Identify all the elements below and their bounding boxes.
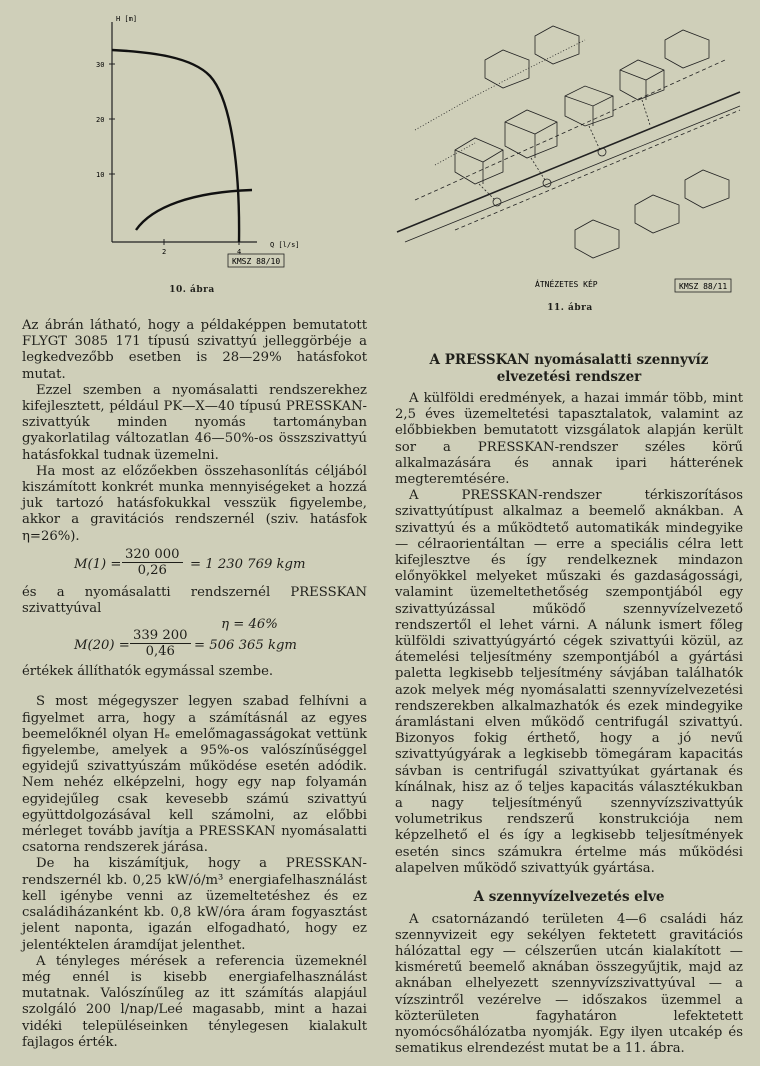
formula-1-denominator: 0,26	[137, 562, 167, 578]
figure-11-title: ÁTNÉZETES KÉP	[535, 280, 598, 289]
formula-1-lhs: M(1) =	[74, 556, 122, 572]
formula-1-numerator: 320 000	[122, 547, 183, 563]
paragraph: A csatornázandó területen 4—6 családi ház szennyvizeit egy sekélyen fektetett gravitációs hálózattal egy — célszerűen utcán kialakított — kisméretű beemelő aknában összegyűjtik, majd az aknában elhelyezett szennyvízszivattyúval — a vízszintről vezérelve — időszakos üzemmel a közterületen fagyhatáron lefektetett nyomócsőhálózatba nyomják. Egy ilyen utcakép és sematikus elrendezést mutat be a 11. ábra.	[395, 911, 743, 1057]
paragraph: Az ábrán látható, hogy a példaképpen bemutatott FLYGT 3085 171 típusú szivattyú jelleggörbéje a legkedvezőbb esetben is 28—29% hatásfokot mutat.	[22, 318, 367, 382]
pressure-main-line	[397, 92, 740, 232]
formula-1	[22, 545, 367, 585]
section-heading: A PRESSKAN nyomásalatti szennyvíz elvezetési rendszer	[429, 352, 709, 385]
paragraph: S most mégegyszer legyen szabad felhívni a figyelmet arra, hogy a számításnál az egyes beemelőknél olyan Hₑ emelőmagasságokat vettünk figyelembe, amelyek a 95%-os valószínűséggel egyidejű szivattyúszám működése esetén adódik. Nem nehéz elképzelni, hogy egy nap folyamán egyidejűleg csak kevesebb számú szivattyú együttdolgozásával kell számolni, az előbbi mérleget tovább javítja a PRESSKAN nyomásalatti csatorna rendszerek járása.	[22, 694, 367, 856]
paragraph: és a nyomásalatti rendszernél PRESSKAN szivattyúval	[22, 584, 367, 617]
paragraph: A PRESSKAN-rendszer térkiszorításos szivattyútípust alkalmaz a beemelő aknákban. A szivattyú és a működtető automatikák mindegyike — célraorientáltan — erre a speciális célra lett kifejlesztve és így rendelkeznek mindazon előnyökkel melyeket műszaki és gazdaságossági, valamint üzemeltethetőség szempontjából egy szivattyúzással működő szennyvízelvezető rendszertől el lehet várni. A nálunk ismert főleg külföldi szivattyúgyártó cégek szivattyúi közül, az átemelési teljesítmény szempontjából a gyártási paletta legkisebb teljesítmény sávjában találhatók azok melyek még nyomásalatti szennyvízelvezetési rendszerekben alkalmazhatók és ezek mindegyike áramlástani elven működő centrifugál szivattyú. Bizonyos fokig érthető, hogy a jó nevű szivattyúgyárak a legkisebb tömegáram kapacitás sávban is centrifugál szivattyúkat gyártanak és kínálnak, hisz az ő teljes kapacitás választékukban a nagy teljesítményű szennyvízszivattyúk volumetrikus rendszerű konstrukciója nem képzelhető el és így a legkisebb teljesítmények esetén sincs számukra értelme más működési alapelven működő szivattyúk gyártása.	[395, 488, 743, 876]
paragraph: Ezzel szemben a nyomásalatti rendszerekhez kifejlesztett, például PK—X—40 típusú PRESSKAN-szivattyúk minden nyomás tartományban gyakorlatilag változatlan 46—50%-os összszivattyú hatásfokkal tudnak üzemelni.	[22, 382, 367, 463]
formula-2-rhs: = 506 365 kgm	[194, 638, 297, 654]
y-tick-30: 30	[96, 61, 105, 69]
efficiency-curve	[136, 190, 252, 230]
y-tick-10: 10	[96, 171, 105, 179]
formula-2-lhs: M(20) =	[74, 638, 130, 654]
paragraph: A tényleges mérések a referencia üzemeknél még ennél is kisebb energiafelhasználást mutatnak. Valószínűleg az itt számítás alapjául szolgáló 200 l/nap/Leé magasabb, mint a hazai vidéki településeinken ténylegesen kialakult fajlagos érték.	[22, 953, 367, 1050]
section-heading: A szennyvízelvezetés elve	[473, 889, 665, 906]
formula-1-fraction	[122, 547, 183, 578]
x-tick-4: 4	[237, 248, 242, 256]
formula-2-numerator: 339 200	[130, 628, 191, 644]
formula-1-rhs: = 1 230 769 kgm	[190, 556, 306, 572]
paragraph: A külföldi eredmények, a hazai immár több, mint 2,5 éves üzemeltetési tapasztalatok, valamint az előbbiekben bemutatott vizsgálatok alapján került sor a PRESSKAN-rendszer széles körű alkalmazására és annak ipari hátterének megteremtésére.	[395, 391, 743, 488]
x-axis-label: Q [l/s]	[270, 241, 300, 249]
figure-11-caption: 11. ábra	[547, 303, 593, 313]
figure-10-caption: 10. ábra	[169, 285, 215, 295]
head-curve	[112, 50, 239, 242]
figure-10-pump-curve	[82, 2, 332, 302]
y-tick-20: 20	[96, 116, 105, 124]
y-axis-label: H [m]	[116, 15, 138, 23]
paragraph: De ha kiszámítjuk, hogy a PRESSKAN-rendszernél kb. 0,25 kW/ó/m³ energiafelhasználást kell igénybe venni az üzemeltetéshez és ez családiházanként kb. 0,8 kW/óra áram fogyasztást jelent naponta, igazán elfogadható, hogy ez jelentéktelen áramdíjat jelenthet.	[22, 856, 367, 953]
paragraph: értékek állíthatók egymással szembe.	[22, 664, 274, 680]
efficiency-eta: η = 46%	[221, 617, 278, 633]
left-text	[22, 318, 367, 1051]
formula-2-fraction	[130, 628, 191, 659]
house-group	[455, 26, 709, 184]
figure-10-stamp: KMSZ 88/10	[232, 257, 281, 266]
figure-11-stamp: KMSZ 88/11	[679, 282, 728, 291]
formula-2-denominator: 0,46	[145, 644, 175, 660]
right-text	[395, 352, 743, 1057]
x-tick-2: 2	[162, 248, 167, 256]
paragraph: Ha most az előzőekben összehasonlítás céljából kiszámított konkrét munka mennyiségeket a hozzá juk tartozó hatásfokukkal vesszük figyelembe, akkor a gravitációs rendszernél (sziv. hatásfok η=26%).	[22, 463, 367, 544]
formula-2	[22, 628, 367, 664]
figure-11-street-layout	[395, 0, 743, 330]
